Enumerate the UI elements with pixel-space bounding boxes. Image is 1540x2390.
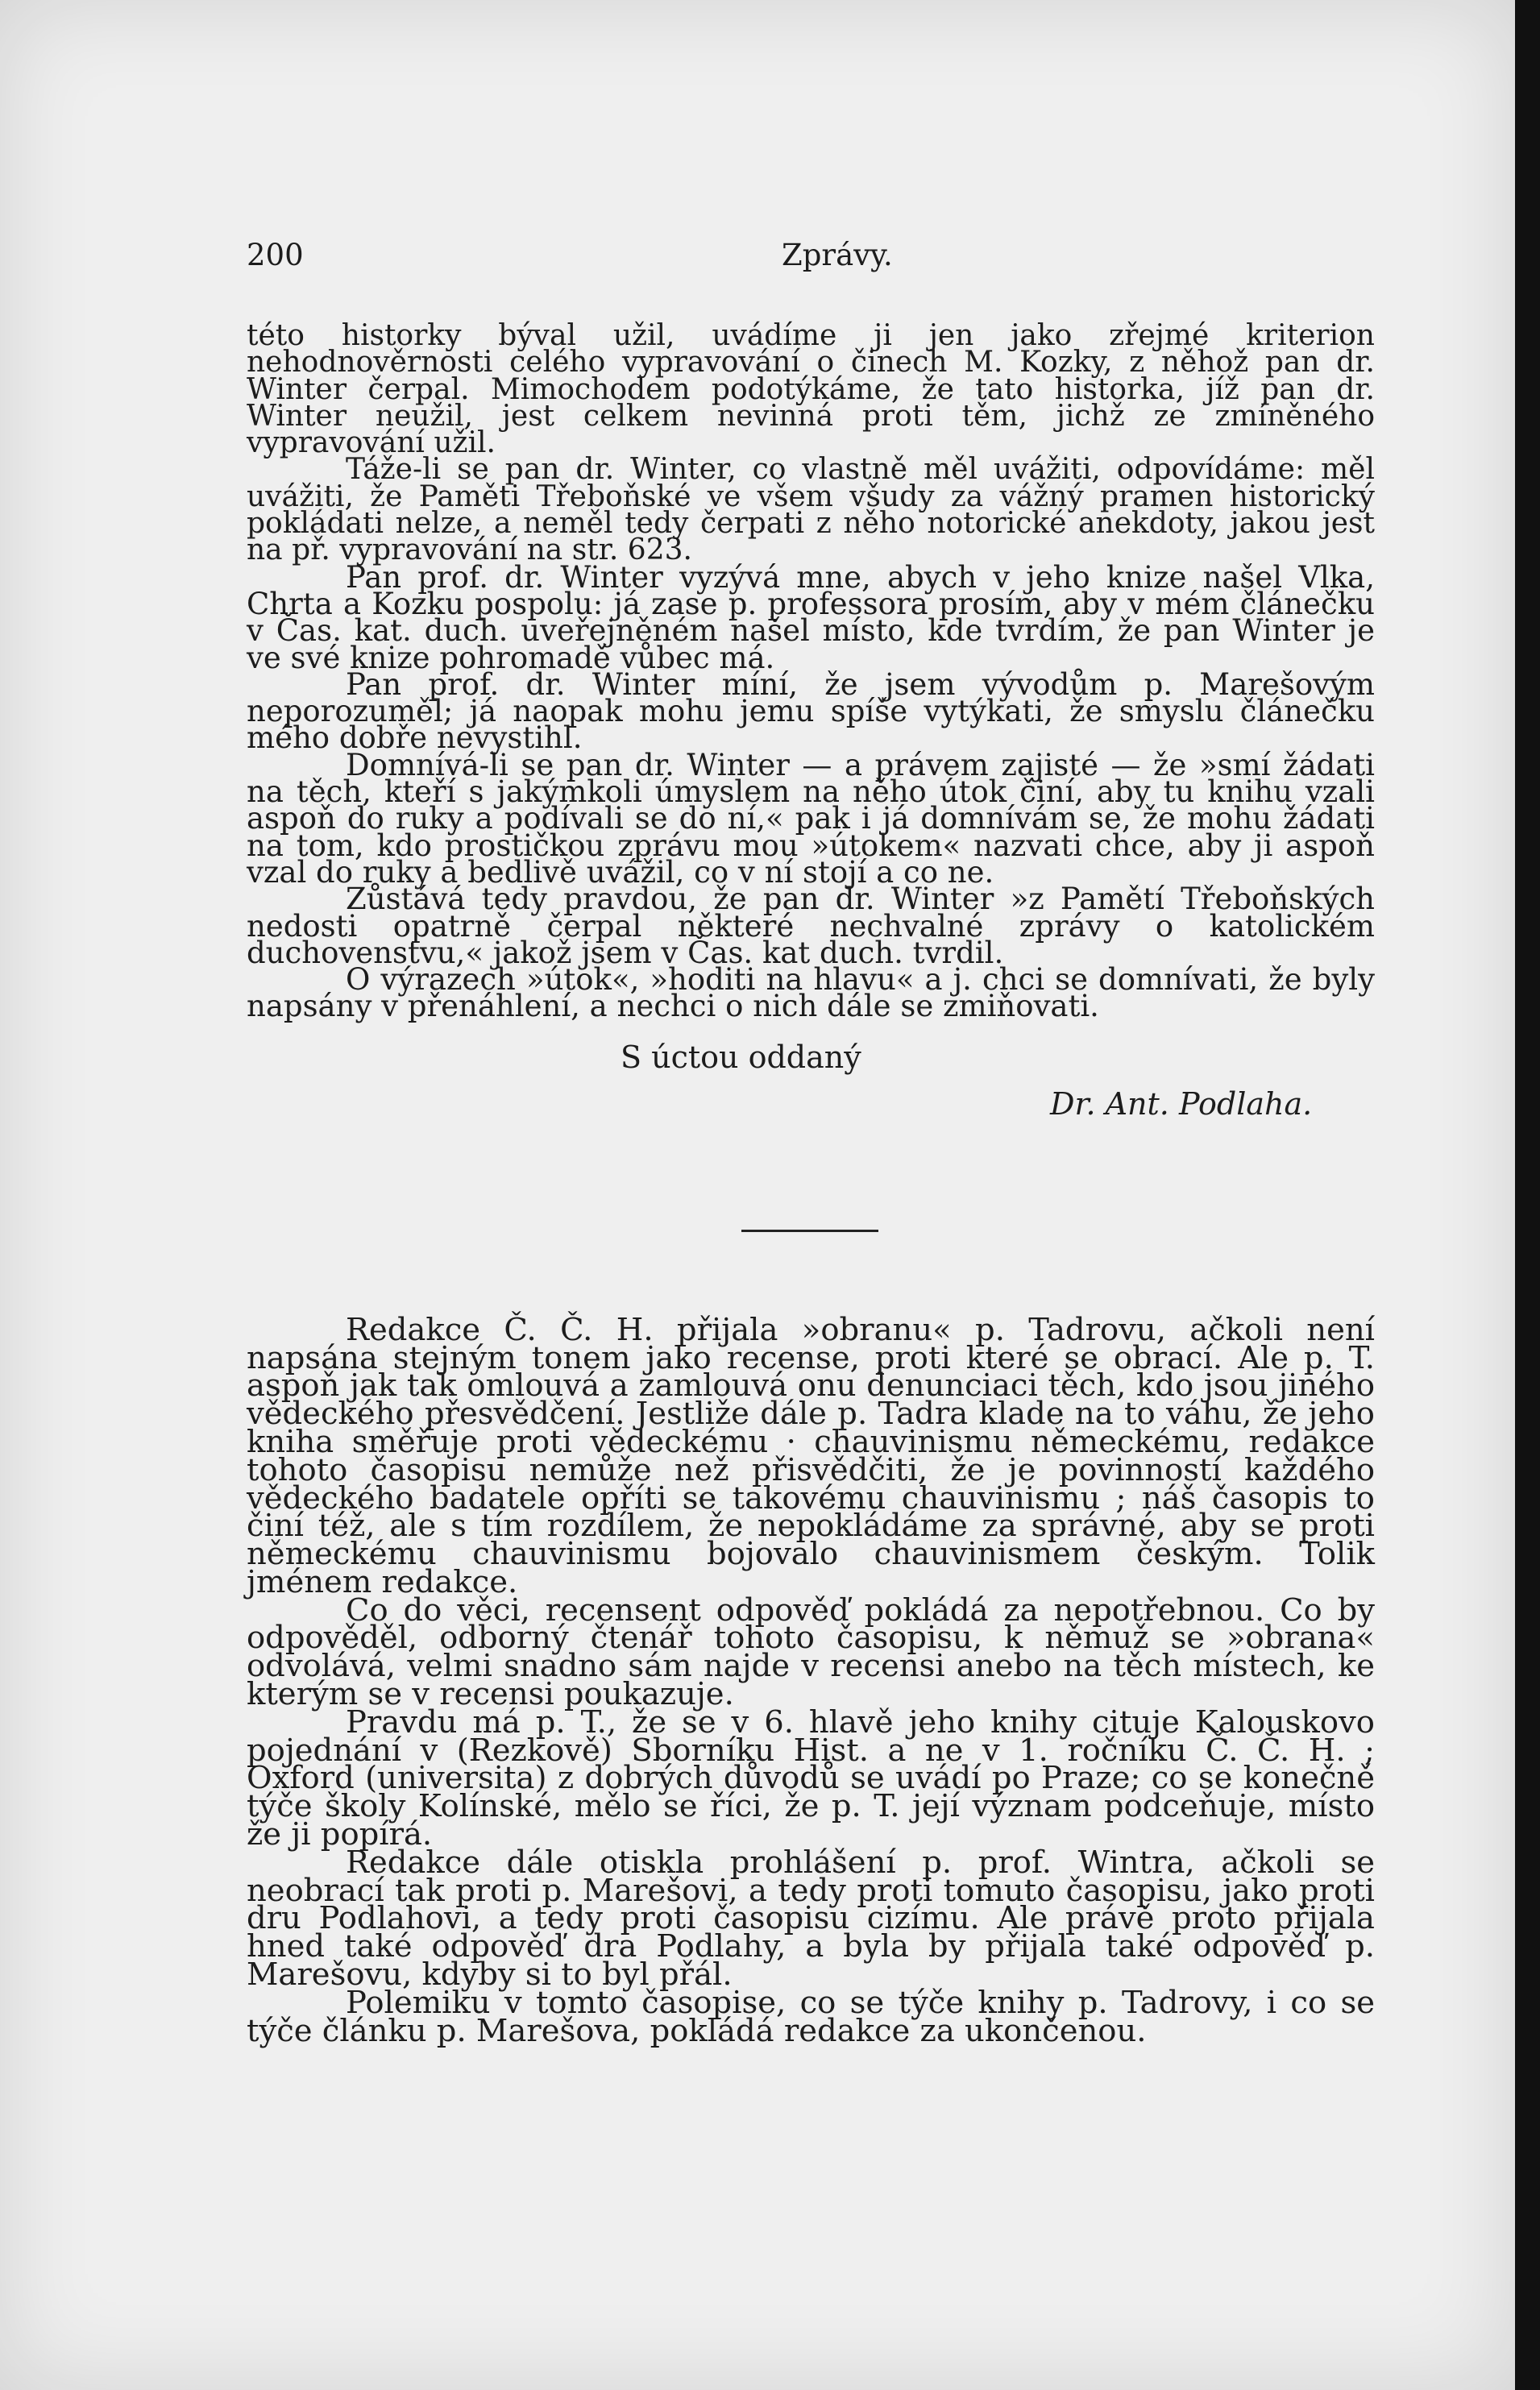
letter-paragraph: Zůstává tedy pravdou, že pan dr. Winter »z Pamětí Třeboňských nedosti opatrně čerpal některé nechvalné zprávy o katolickém duchovenstvu,« jakož jsem v Čas. kat duch. tvrdil. — [247, 882, 1375, 970]
editorial-paragraph: Redakce Č. Č. H. přijala »obranu« p. Tadrovu, ačkoli není napsána stejným tonem jako recense, proti které se obrací. Ale p. T. aspoň jak tak omlouvá a zamlouvá onu denunciaci těch, kdo jsou jiného vědeckého přesvědčení. Jestliže dále p. Tadra klade na to váhu, že jeho kniha směřuje proti vědeckému · chauvinismu německému, redakce tohoto časopisu nemůže než přisvědčiti, že je povinností každého vědeckého badatele opříti se takovému chauvinismu ; náš časopis to činí též, ale s tím rozdílem, že nepokládáme za správné, aby se proti německému chauvinismu bojovalo chauvinismem českým. Tolik jménem redakce. — [247, 1311, 1375, 1600]
editorial-note — [247, 1311, 1375, 2049]
letter-paragraph: Pan prof. dr. Winter vyzývá mne, abych v jeho knize našel Vlka, Chrta a Kozku pospolu: já zase p. professora prosím, aby v mém článečku v Čas. kat. duch. uveřejněném našel místo, kde tvrdím, že pan Winter je ve své knize pohromadě vůbec má. — [247, 559, 1375, 675]
page-number: 200 — [247, 238, 304, 272]
letter-paragraph: Domnívá-li se pan dr. Winter — a právem zajisté — že »smí žádati na těch, kteří s jakýmkoli úmyslem na něho útok činí, aby tu knihu vzali aspoň do ruky a podívali se do ní,« pak i já domnívám se, že mohu žádati na tom, kdo prostičkou zprávu mou »útokem« nazvati chce, aby ji aspoň vzal do ruky a bedlivě uvážil, co v ní stojí a co ne. — [247, 747, 1375, 890]
running-head: Zprávy. — [782, 238, 893, 272]
editorial-paragraph: Polemiku v tomto časopise, co se týče knihy p. Tadrovy, i co se týče článku p. Marešova, pokládá redakce za ukončenou. — [247, 1984, 1375, 2049]
page-content — [247, 238, 1375, 2049]
editorial-paragraph: Co do věci, recensent odpověď pokládá za nepotřebnou. Co by odpověděl, odborný čtenář tohoto časopisu, k němuž se »obrana« odvolává, velmi snadno sám najde v recensi anebo na těch místech, ke kterým se v recensi poukazuje. — [247, 1591, 1375, 1713]
letter-section — [247, 319, 1375, 1149]
letter-paragraph: Táže-li se pan dr. Winter, co vlastně měl uvážiti, odpovídáme: měl uvážiti, že Paměti Třeboňské ve všem všudy za vážný pramen historický pokládati nelze, a neměl tedy čerpati z něho notorické anekdoty, jakou jest na př. vypravování na str. 623. — [247, 453, 1375, 567]
signature: Dr. Ant. Podlaha. — [1050, 1085, 1313, 1122]
editorial-paragraph: Redakce dále otiskla prohlášení p. prof. Wintra, ačkoli se neobrací tak proti p. Marešovi, a tedy proti tomuto časopisu, jako proti dru Podlahovi, a tedy proti časopisu cizímu. Ale právě proto přijala hned také odpověď dra Podlahy, a byla by přijala také odpověď p. Marešovu, kdyby si to byl přál. — [247, 1844, 1375, 1994]
editorial-paragraph: Pravdu má p. T., že se v 6. hlavě jeho knihy cituje Kalouskovo pojednání v (Rezkově) Sborníku Hist. a ne v 1. ročníku Č. Č. H. ; Oxford (universita) z dobrých důvodů se uvádí po Praze; co se konečně týče školy Kolínské, mělo se říci, že p. T. její význam podceňuje, místo že ji popírá. — [247, 1703, 1375, 1853]
letter-paragraph: O výrazech »útok«, »hoditi na hlavu« a j. chci se domnívati, že byly napsány v přenáhlení, a nechci o nich dále se zmiňovati. — [247, 962, 1375, 1024]
page-header — [247, 238, 1375, 290]
section-separator — [741, 1230, 878, 1232]
signature-block — [247, 1039, 1375, 1149]
letter-paragraph: Pan prof. dr. Winter míní, že jsem vývodům p. Marešovým neporozuměl; já naopak mohu jemu spíše vytýkati, že smyslu článečku mého dobře nevystihl. — [247, 666, 1375, 756]
letter-paragraph: této historky býval užil, uvádíme ji jen jako zřejmé kriterion nehodnověrnosti celého vypravování o činech M. Kozky, z něhož pan dr. Winter čerpal. Mimochodem podotýkáme, že tato historka, jíž pan dr. Winter neužil, jest celkem nevinná proti těm, jichž ze zmíněného vypravování užil. — [247, 319, 1375, 460]
closing-salutation: S úctou oddaný — [621, 1039, 861, 1075]
scan-edge — [1515, 0, 1540, 2390]
